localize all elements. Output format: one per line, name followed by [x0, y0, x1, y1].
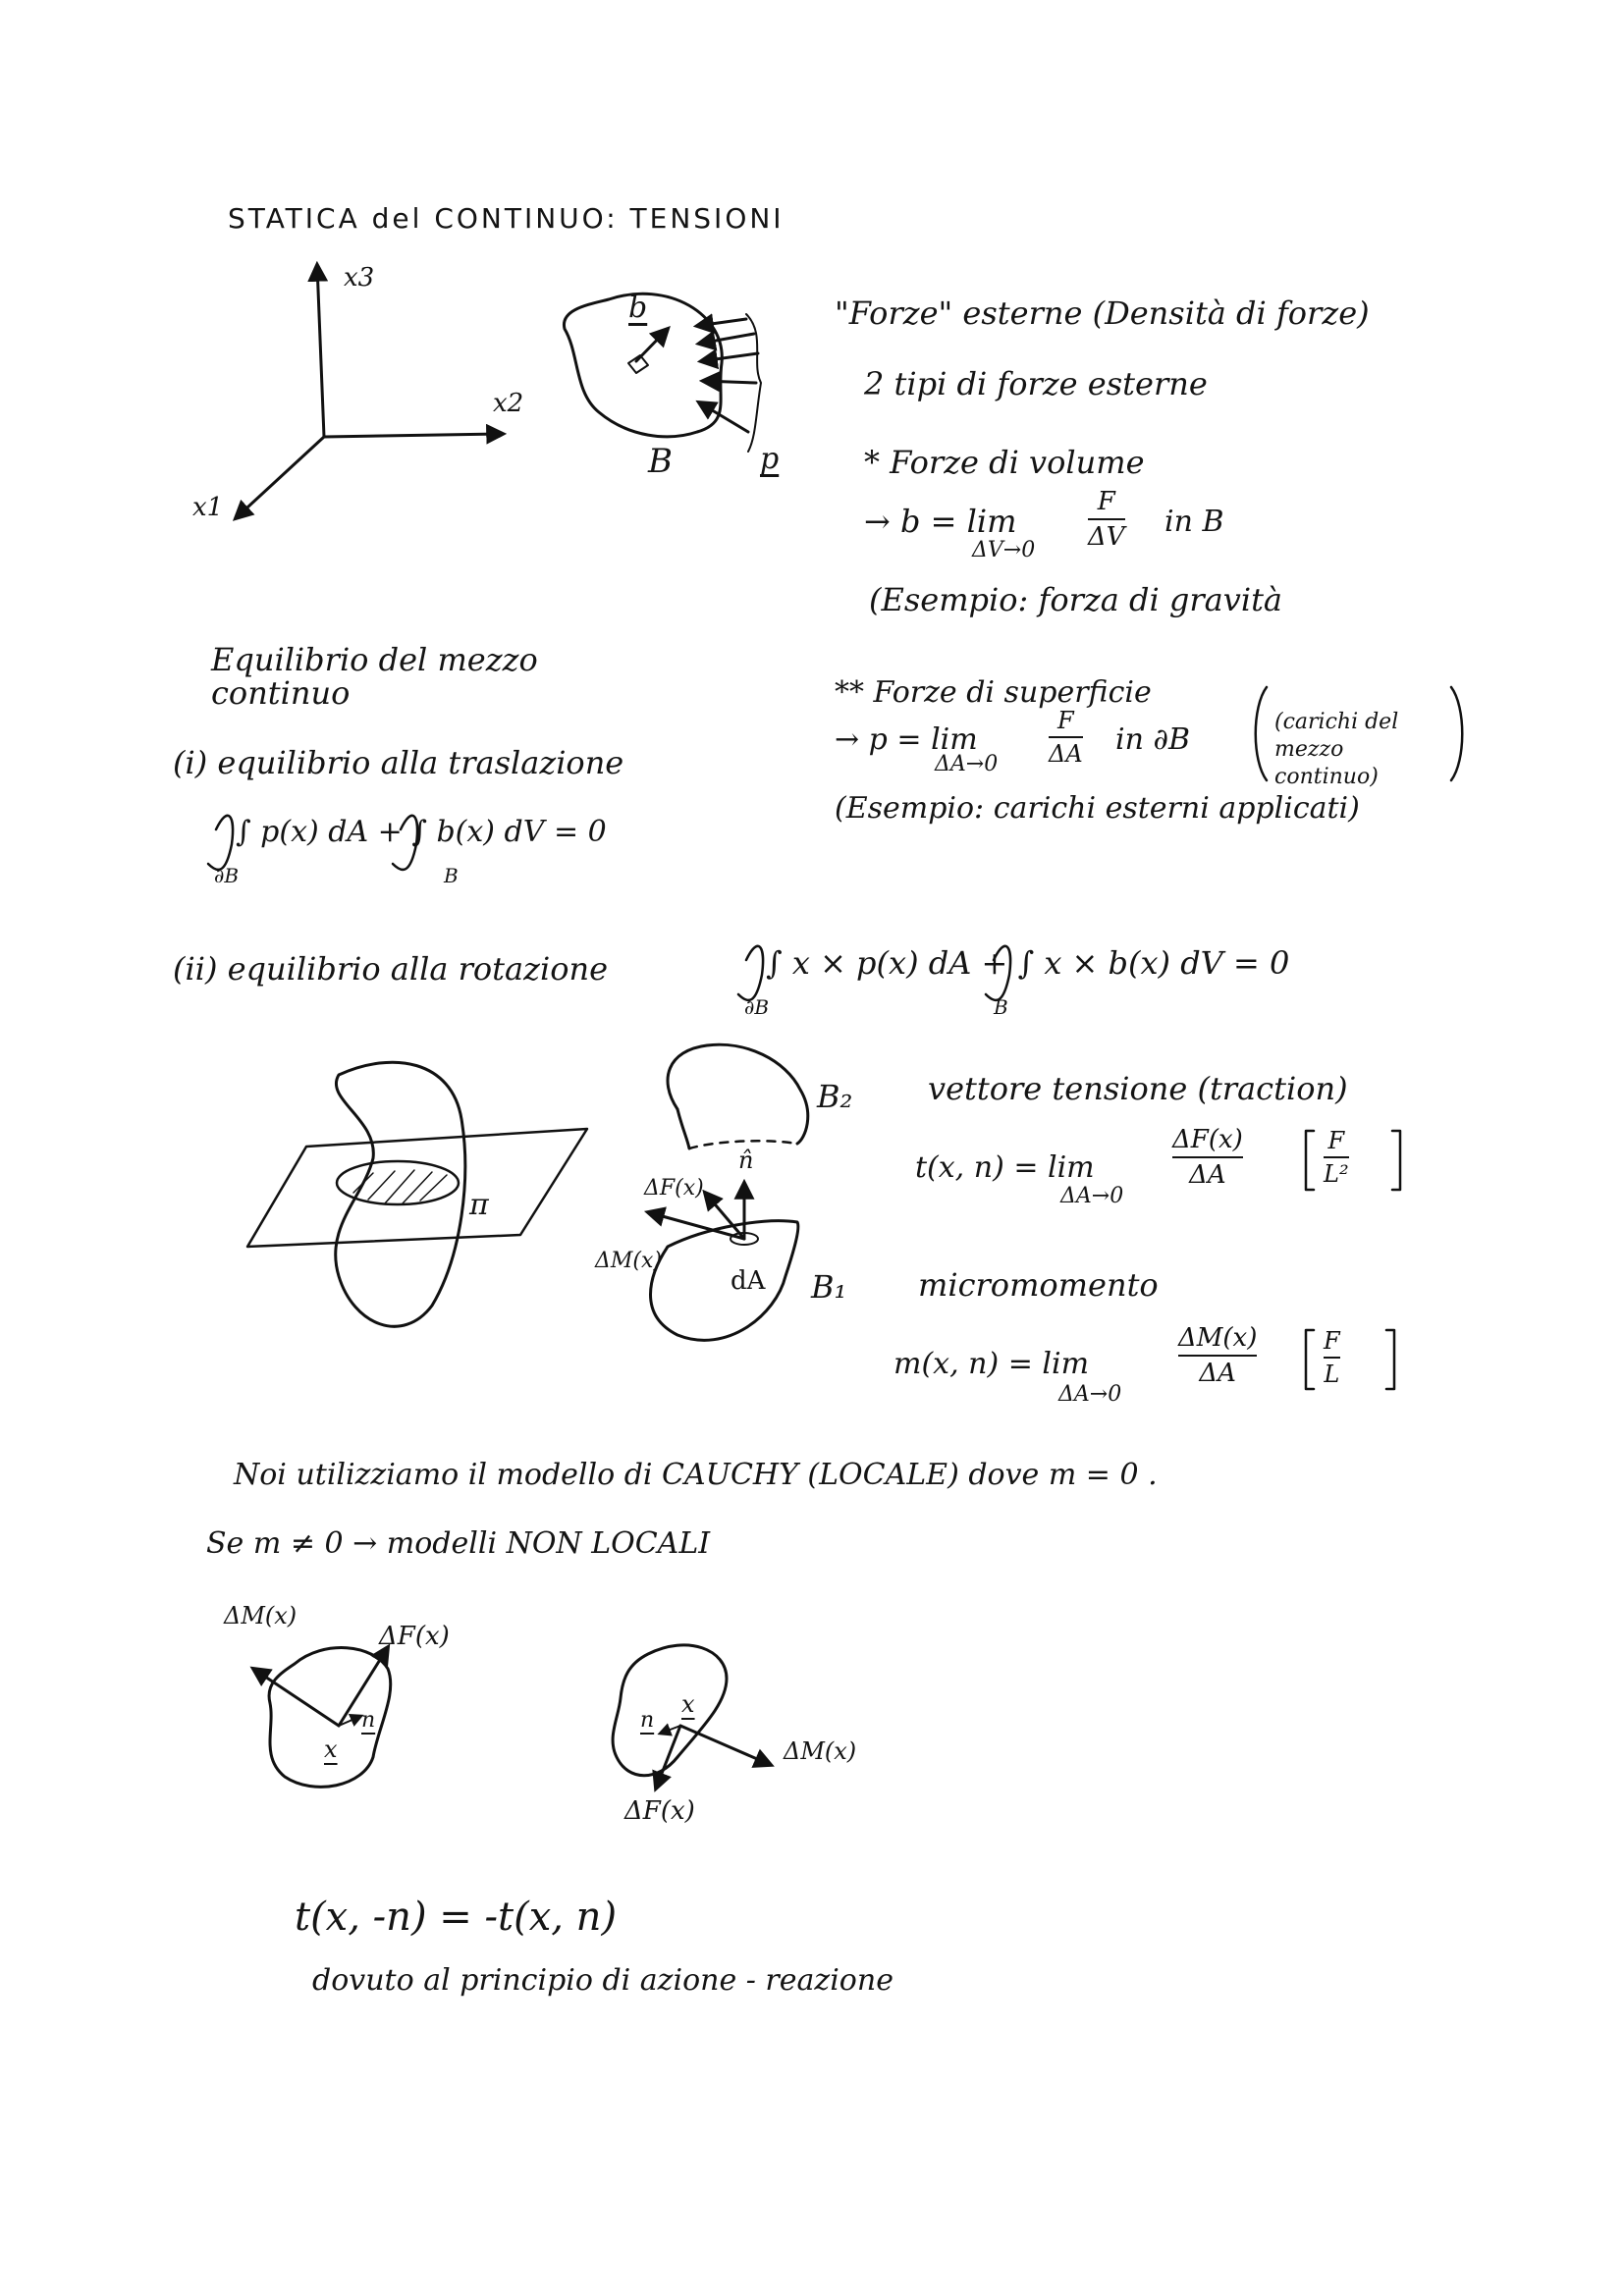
coordinate-axes-figure — [236, 265, 503, 518]
x1-axis-label: x1 — [192, 493, 224, 522]
micromoment-heading: micromomento — [918, 1266, 1159, 1304]
body-outline — [336, 1062, 465, 1326]
traction-numerator: ΔF(x) — [1172, 1125, 1243, 1154]
cauchy-model-text: Noi utilizziamo il modello di CAUCHY (LOCALE) dove m = 0 . — [234, 1458, 1158, 1492]
page-title: STATICA del CONTINUO: TENSIONI — [228, 202, 785, 235]
traction-units — [1324, 1127, 1349, 1188]
translation-volume-subscript: B — [444, 864, 459, 887]
surface-force-example: (Esempio: carichi esterni applicati) — [835, 791, 1360, 826]
surface-forces-label: ** Forze di superficie — [835, 675, 1152, 710]
translation-equilibrium-equation: ∫ p(x) dA + ∫ b(x) dV = 0 — [236, 815, 607, 849]
nonlocal-model-text: Se m ≠ 0 → modelli NON LOCALI — [206, 1526, 711, 1561]
traction-heading: vettore tensione (traction) — [928, 1070, 1348, 1107]
surface-force-denominator: ΔA — [1049, 740, 1083, 768]
left-point-label: x — [324, 1735, 338, 1763]
traction-denominator: ΔA — [1189, 1160, 1226, 1190]
micromoment-unit-denominator: L — [1324, 1361, 1340, 1388]
action-reaction-equation: t(x, -n) = -t(x, n) — [295, 1895, 618, 1940]
traction-definition-lhs: t(x, n) = lim — [915, 1150, 1095, 1185]
cut-section-ellipse — [337, 1161, 459, 1204]
right-moment-arrow — [680, 1726, 771, 1765]
body-B-label: B — [648, 442, 673, 481]
volume-force-limit: ΔV→0 — [972, 538, 1036, 562]
rotation-volume-subscript: B — [994, 995, 1008, 1019]
volume-force-lhs: → b = lim — [864, 503, 1017, 540]
translation-equilibrium-label: (i) equilibrio alla traslazione — [173, 744, 624, 781]
action-reaction-text: dovuto al principio di azione - reazione — [312, 1963, 893, 1998]
rotation-boundary-subscript: ∂B — [744, 995, 770, 1019]
volume-force-example: (Esempio: forza di gravità — [869, 581, 1282, 618]
traction-limit: ΔA→0 — [1060, 1184, 1124, 1208]
B1-outline — [651, 1221, 798, 1341]
micromoment-fraction — [1178, 1323, 1257, 1388]
equilibrium-heading: Equilibrio del mezzo continuo — [211, 641, 538, 712]
surface-force-limit: ΔA→0 — [935, 752, 999, 776]
cut-normal-label: n̂ — [738, 1147, 754, 1174]
left-moment-arrow — [253, 1669, 339, 1726]
right-point-label: x — [681, 1690, 695, 1718]
external-forces-heading: "Forze" esterne (Densità di forze) — [835, 294, 1370, 332]
micromoment-denominator: ΔA — [1199, 1359, 1236, 1388]
plane-pi-label: π — [469, 1188, 489, 1222]
traction-unit-numerator: F — [1327, 1127, 1345, 1154]
surface-force-lhs: → p = lim — [835, 722, 978, 757]
surface-force-note: (carichi del mezzo continuo) — [1274, 710, 1399, 789]
x2-axis-line — [324, 434, 503, 437]
x3-axis-line — [317, 265, 324, 437]
micromoment-limit: ΔA→0 — [1058, 1382, 1122, 1407]
B1-label: B₁ — [811, 1268, 847, 1306]
body-force-label: b — [628, 291, 648, 325]
traction-fraction — [1172, 1125, 1243, 1190]
volume-forces-label: * Forze di volume — [864, 444, 1145, 481]
left-moment-label: ΔM(x) — [224, 1602, 298, 1629]
x3-axis-label: x3 — [344, 263, 375, 293]
translation-boundary-subscript: ∂B — [214, 864, 240, 887]
micromoment-units — [1324, 1327, 1340, 1388]
rotation-equilibrium-equation: ∫ x × p(x) dA + ∫ x × b(x) dV = 0 — [766, 944, 1290, 982]
micromoment-unit-numerator: F — [1324, 1327, 1340, 1355]
surface-force-numerator: F — [1057, 707, 1074, 734]
right-normal-label: n — [640, 1708, 655, 1733]
surface-force-fraction — [1049, 707, 1083, 768]
surface-force-domain: in ∂B — [1115, 722, 1191, 757]
body-with-forces-figure — [564, 294, 761, 452]
right-moment-label: ΔM(x) — [784, 1737, 857, 1765]
cut-moment-label: ΔM(x) — [595, 1249, 662, 1273]
cut-force-label: ΔF(x) — [644, 1176, 704, 1201]
left-force-label: ΔF(x) — [379, 1622, 450, 1651]
micromoment-definition-lhs: m(x, n) = lim — [893, 1347, 1090, 1381]
right-force-label: ΔF(x) — [624, 1796, 695, 1826]
volume-force-domain: in B — [1164, 505, 1224, 539]
volume-force-fraction — [1088, 487, 1125, 552]
rotation-equilibrium-label: (ii) equilibrio alla rotazione — [173, 950, 608, 988]
micromoment-numerator: ΔM(x) — [1178, 1323, 1258, 1353]
B2-label: B₂ — [817, 1078, 853, 1115]
x1-axis-line — [236, 437, 324, 518]
volume-force-denominator: ΔV — [1088, 522, 1125, 552]
traction-unit-denominator: L² — [1324, 1160, 1349, 1188]
cut-body-figure — [247, 1062, 587, 1326]
area-element-label: dA — [731, 1266, 766, 1296]
left-normal-label: n — [361, 1708, 376, 1733]
surface-force-label: p — [760, 442, 780, 476]
x2-axis-label: x2 — [493, 389, 524, 418]
volume-force-numerator: F — [1097, 487, 1115, 516]
force-types-text: 2 tipi di forze esterne — [864, 365, 1208, 402]
B2-outline — [668, 1044, 808, 1144]
